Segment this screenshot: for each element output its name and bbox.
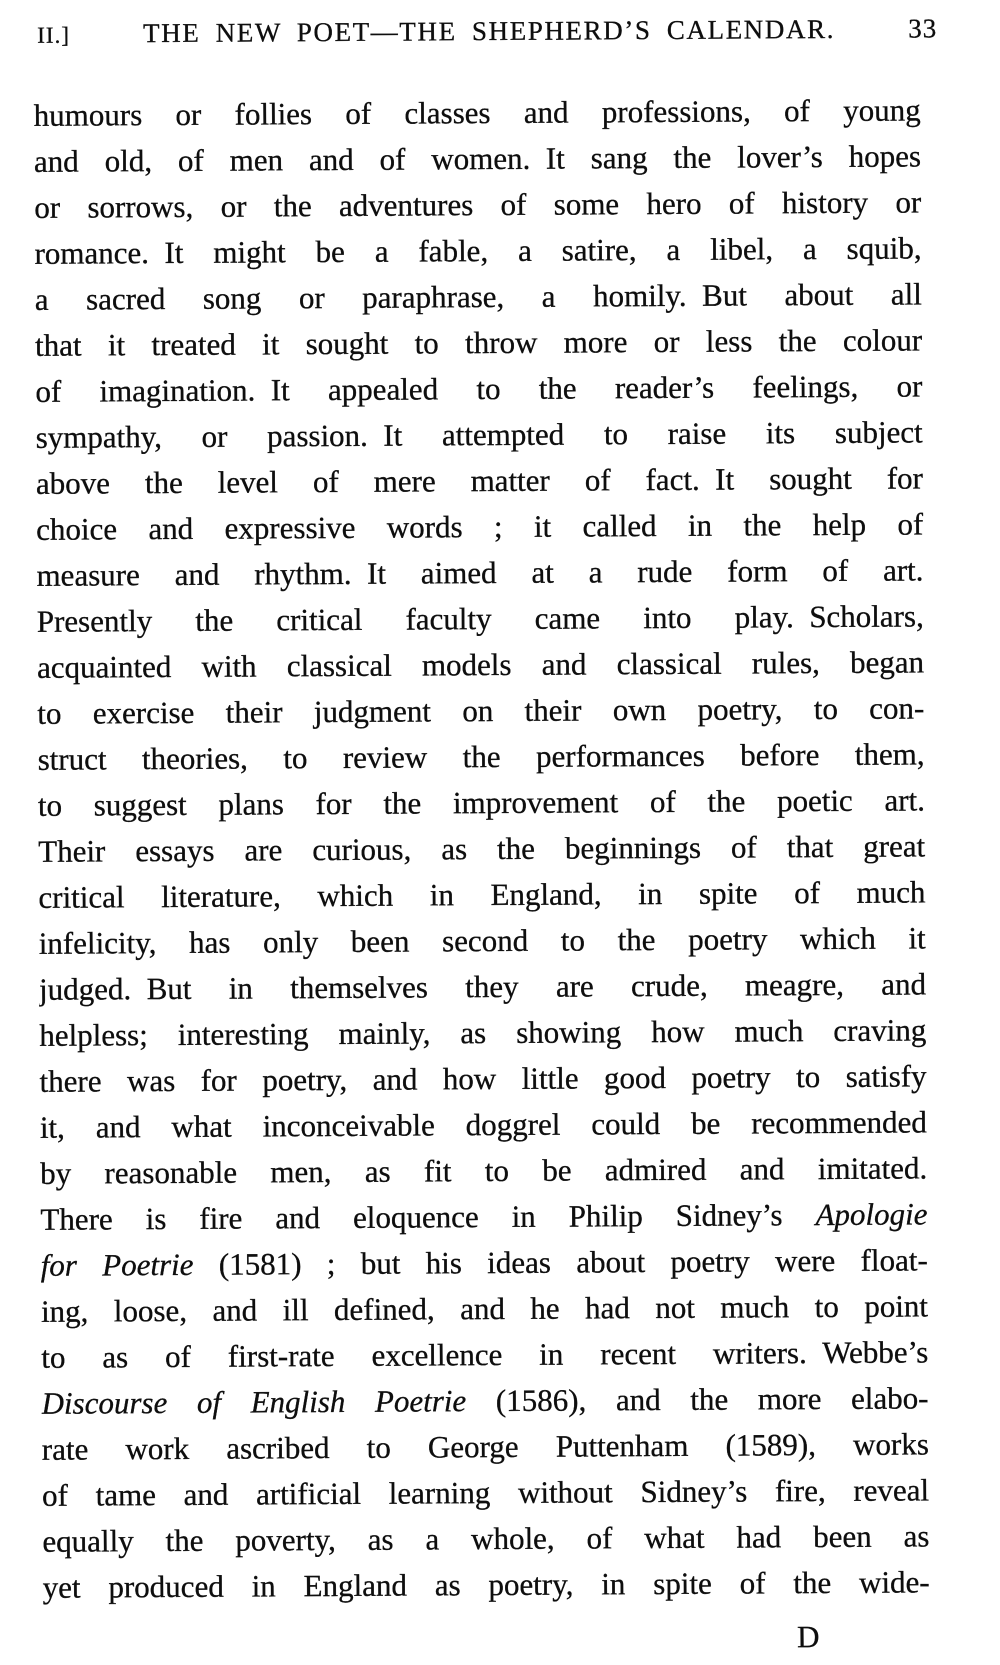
text-line: [34, 133, 921, 184]
text-line: [36, 547, 923, 598]
text-run: Their essays are curious, as the beginnings of that great: [38, 828, 926, 869]
text-run: Presently the critical faculty came into play. Scholars,: [36, 598, 924, 639]
running-header-title: THE NEW POET—THE SHEPHERD’S CALENDAR.: [142, 13, 836, 49]
text-line: [42, 1467, 929, 1518]
text-run: to exercise their judgment on their own poetry, to con-: [37, 690, 925, 731]
text-line: [40, 1099, 927, 1150]
text-line: [37, 685, 924, 736]
text-line: [42, 1421, 929, 1472]
page-number: 33: [908, 13, 938, 44]
text-line: [37, 593, 924, 644]
text-run: equally the poverty, as a whole, of what had been as: [42, 1518, 930, 1559]
text-run: or sorrows, or the adventures of some hero of history or: [34, 184, 922, 225]
text-line: [39, 961, 926, 1012]
text-run: yet produced in England as poetry, in spite of the wide-: [42, 1564, 930, 1605]
text-line: [37, 639, 924, 690]
text-run: choice and expressive words ; it called in the help of: [36, 506, 924, 547]
text-run: judged. But in themselves they are crude, meagre, and: [38, 966, 927, 1007]
text-line: [34, 225, 921, 276]
signature-mark: D: [796, 1619, 820, 1655]
text-line: [41, 1237, 928, 1288]
text-run: to suggest plans for the improvement of the poetic art.: [37, 782, 925, 823]
text-line: [37, 731, 924, 782]
text-run: acquainted with classical models and classical rules, began: [36, 644, 925, 685]
text-line: [35, 271, 922, 322]
running-header: [37, 13, 937, 49]
text-line: [36, 501, 923, 552]
text-run: (1586), and the more elabo-: [466, 1380, 929, 1419]
text-run: of tame and artificial learning without Sidney’s fire, reveal: [42, 1472, 930, 1513]
text-line: [40, 1145, 927, 1196]
text-line: [39, 1053, 926, 1104]
body-text: [34, 87, 930, 1610]
text-run: above the level of mere matter of fact. It sought for: [35, 460, 924, 501]
italic-text-run: Apologie: [815, 1196, 928, 1233]
text-line: [36, 409, 923, 460]
text-run: humours or follies of classes and professions, of young: [33, 92, 921, 133]
text-run: that it treated it sought to throw more or less the colour: [34, 322, 923, 363]
text-run: There is fire and eloquence in Philip Sidney’s: [40, 1197, 816, 1237]
text-run: sympathy, or passion. It attempted to raise its subject: [35, 414, 923, 455]
italic-text-run: for Poetrie: [40, 1246, 194, 1283]
text-line: [41, 1283, 928, 1334]
text-line: [35, 317, 922, 368]
text-line: [41, 1329, 928, 1380]
text-line: [38, 823, 925, 874]
text-line: [43, 1559, 930, 1610]
italic-text-run: Discourse of English Poetrie: [41, 1383, 467, 1421]
chapter-section-label: II.]: [37, 22, 71, 48]
text-run: and old, of men and of women. It sang the lover’s hopes: [33, 138, 922, 179]
text-line: [34, 87, 921, 138]
text-run: struct theories, to review the performances before them,: [37, 736, 925, 777]
text-run: ing, loose, and ill defined, and he had not much to point: [40, 1288, 929, 1329]
text-run: to as of first-rate excellence in recent writers. Webbe’s: [41, 1334, 929, 1375]
text-line: [34, 179, 921, 230]
text-run: it, and what inconceivable doggrel could be recommended: [39, 1104, 927, 1145]
text-line: [40, 1191, 927, 1242]
text-run: romance. It might be a fable, a satire, a libel, a squib,: [34, 230, 922, 271]
text-run: helpless; interesting mainly, as showing how much craving: [39, 1012, 927, 1053]
text-run: (1581) ; but his ideas about poetry were float-: [193, 1242, 928, 1282]
text-line: [39, 915, 926, 966]
text-line: [35, 363, 922, 414]
text-run: rate work ascribed to George Puttenham (1589), works: [41, 1426, 929, 1467]
text-run: of imagination. It appealed to the reader’s feelings, or: [35, 368, 923, 409]
text-run: by reasonable men, as fit to be admired and imitated.: [40, 1150, 928, 1191]
text-line: [36, 455, 923, 506]
text-run: a sacred song or paraphrase, a homily. But about all: [34, 276, 922, 317]
text-run: infelicity, has only been second to the poetry which it: [38, 920, 926, 961]
text-line: [38, 777, 925, 828]
text-run: measure and rhythm. It aimed at a rude form of art.: [36, 552, 924, 593]
text-line: [39, 1007, 926, 1058]
text-run: there was for poetry, and how little good poetry to satisfy: [39, 1058, 927, 1099]
text-run: critical literature, which in England, in spite of much: [38, 874, 926, 915]
text-line: [41, 1375, 928, 1426]
text-line: [42, 1513, 929, 1564]
text-line: [38, 869, 925, 920]
